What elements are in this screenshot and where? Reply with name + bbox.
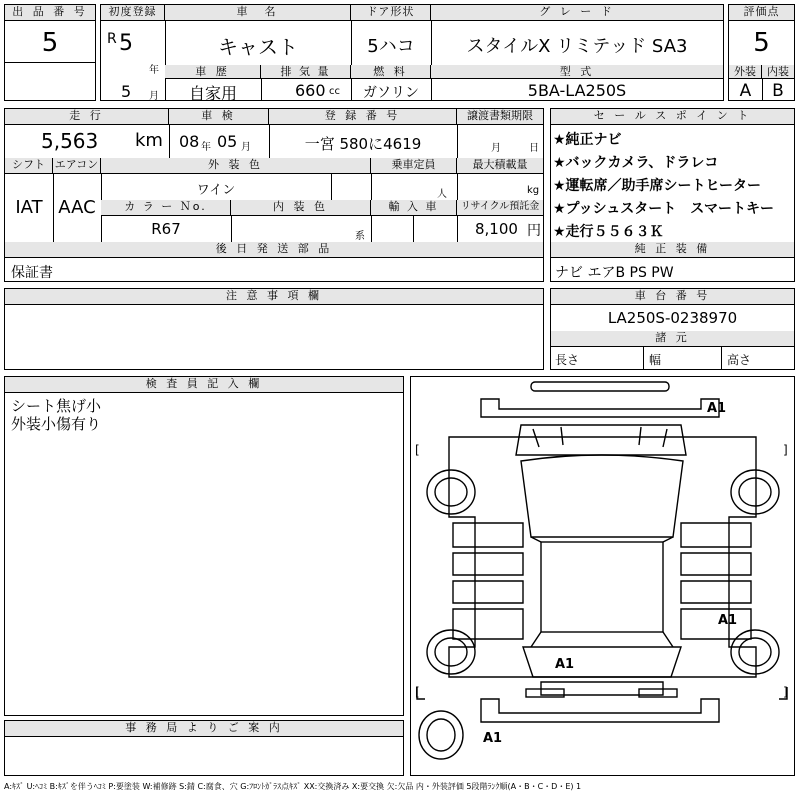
inspection-label: 車 検 (169, 109, 269, 125)
sales-points-box (550, 108, 795, 282)
inspection-month: 05 (217, 132, 238, 151)
history-label: 車 歴 (165, 65, 261, 79)
dims-label: 諸 元 (551, 331, 794, 347)
sales-point-3: ★運転席／助手席シートヒーター (553, 178, 761, 194)
ext-color-label: 外 装 色 (101, 158, 371, 174)
diagram-bracket-rear-right: ] (783, 685, 788, 699)
sales-point-4: ★プッシュスタート スマートキー (553, 201, 775, 217)
first-reg-month: 5 (121, 82, 132, 101)
notes-label: 注 意 事 項 欄 (5, 289, 543, 305)
dims-height: 高さ (727, 353, 752, 367)
import-label: 輸 入 車 (371, 200, 457, 216)
first-reg-year-unit: 年 (149, 65, 159, 76)
mileage-unit: km (135, 130, 163, 151)
office-box (4, 720, 404, 776)
inspector-line-1: シート焦げ小 (11, 397, 102, 415)
first-reg-year: 5 (119, 31, 133, 56)
legend-text: A:ｷｽﾞ U:ﾍｺﾐ B:ｷｽﾞを伴うﾍｺﾐ P:要塗装 W:補修跡 S:錆 C:腐食、穴 G:ﾌﾛﾝﾄｶﾞﾗｽ点ｷｽﾞ XX:交換済み X:要交換 欠:欠品 内・外装評価 5段階ﾗﾝｸ順(A・B・C・D・E) 1 (4, 782, 582, 791)
chassis-label: 車 台 番 号 (551, 289, 794, 305)
fuel-label: 燃 料 (351, 65, 431, 79)
transfer-month-unit: 月 (491, 143, 501, 154)
recycle-value: 8,100 (475, 220, 518, 238)
damage-mark-spare: A1 (483, 731, 503, 746)
transfer-label: 譲渡書類期限 (457, 109, 543, 125)
max-load-label: 最大積載量 (457, 158, 543, 174)
shift-value: IAT (15, 197, 43, 218)
grade-label: グ レ ー ド (431, 5, 723, 21)
first-reg-label: 初度登録 (101, 5, 165, 21)
score-label: 評価点 (729, 5, 794, 21)
recycle-unit: 円 (527, 223, 541, 239)
diagram-bracket-rear-left: [ (415, 685, 420, 699)
ext-grade-label: 外装 (729, 65, 762, 79)
ext-grade-value: A (739, 81, 752, 101)
model-type-value: 5BA-LA250S (527, 81, 627, 100)
inspection-year: 08 (179, 132, 200, 151)
doors-label: ドア形状 (351, 5, 431, 21)
notes-box (4, 288, 544, 370)
later-parts-label: 後 日 発 送 部 品 (5, 242, 543, 258)
mileage-box (4, 108, 544, 282)
sales-point-5: ★走行５５６３Ｋ (553, 224, 664, 240)
transfer-day-unit: 日 (529, 143, 539, 154)
first-reg-month-unit: 月 (149, 91, 159, 102)
max-load-unit: kg (527, 185, 540, 196)
sales-point-2: ★バックカメラ、ドラレコ (553, 155, 719, 171)
genuine-label: 純 正 装 備 (551, 242, 794, 258)
dims-width: 幅 (649, 353, 662, 367)
inspection-year-unit: 年 (201, 142, 211, 153)
plate-label: 登 録 番 号 (269, 109, 457, 125)
car-diagram-box (410, 376, 795, 776)
chassis-box (550, 288, 795, 370)
fuel-value: ガソリン (363, 85, 419, 101)
shift-label: シフト (5, 158, 53, 174)
sales-point-1: ★純正ナビ (553, 132, 622, 148)
office-label: 事 務 局 よ り ご 案 内 (5, 721, 403, 737)
color-no-label: カ ラ ー Ｎo. (101, 200, 231, 216)
plate-value: 一宮 580に4619 (304, 135, 422, 153)
int-grade-label: 内装 (762, 65, 794, 79)
lot-number-box (4, 4, 96, 101)
history-value: 自家用 (188, 84, 237, 103)
car-name-value: キャスト (218, 35, 298, 59)
ext-color-value: ワイン (196, 183, 236, 198)
int-grade-value: B (772, 81, 784, 101)
model-type-label: 型 式 (431, 65, 723, 79)
inspector-line-2: 外装小傷有り (11, 415, 102, 433)
score-box (728, 4, 795, 101)
mileage-value: 5,563 (41, 129, 99, 153)
aircon-value: AAC (58, 197, 96, 218)
first-reg-era: R (107, 31, 117, 47)
capacity-unit: 人 (437, 189, 447, 200)
damage-mark-rear-right-door: A1 (718, 613, 738, 628)
grade-value: スタイルX リミテッド SA3 (466, 36, 688, 57)
lot-number-label: 出 品 番 号 (5, 5, 95, 21)
lot-number-value: 5 (41, 28, 59, 58)
capacity-label: 乗車定員 (371, 158, 457, 174)
damage-mark-rear-panel: A1 (555, 657, 575, 672)
dims-length: 長さ (555, 353, 580, 367)
int-color-unit: 系 (355, 231, 365, 242)
inspector-label: 検 査 員 記 入 欄 (5, 377, 403, 393)
recycle-label: リサイクル預託金 (457, 200, 543, 216)
displacement-label: 排 気 量 (261, 65, 351, 79)
mileage-label: 走 行 (5, 109, 169, 125)
inspection-month-unit: 月 (241, 142, 251, 153)
color-no-value: R67 (151, 220, 181, 238)
chassis-value: LA250S-0238970 (607, 309, 738, 327)
diagram-bracket-front-left: [ (415, 443, 420, 457)
aircon-label: エアコン (53, 158, 101, 174)
later-parts-value: 保証書 (11, 265, 53, 281)
int-color-label: 内 装 色 (231, 200, 371, 216)
car-name-label: 車 名 (165, 5, 351, 21)
car-diagram (411, 377, 794, 775)
displacement-value: 660 (295, 81, 326, 100)
damage-mark-front-right: A1 (707, 401, 727, 416)
score-value: 5 (753, 28, 770, 58)
diagram-bracket-front-right: ] (783, 443, 788, 457)
displacement-unit: cc (329, 86, 340, 97)
top-info-box (100, 4, 724, 101)
genuine-value: ナビ エアB PS PW (555, 265, 674, 281)
doors-value: 5ハコ (367, 36, 415, 57)
sales-points-label: セ ー ル ス ポ イ ン ト (551, 109, 794, 125)
inspector-box (4, 376, 404, 716)
